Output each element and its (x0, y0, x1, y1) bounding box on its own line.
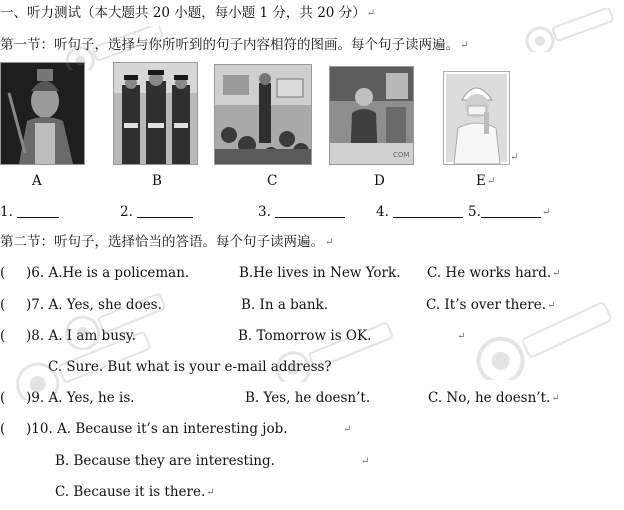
part2-instruction-text: 第二节：听句子，选择恰当的答语。每个句子读两遍。 (0, 234, 324, 250)
picture-d-bank-clerk (329, 66, 414, 165)
picture-a-opera-performer (0, 62, 85, 165)
part2-instruction (0, 233, 333, 252)
paragraph-mark: ↵ (457, 331, 466, 342)
question-9-number: )9. (26, 390, 45, 406)
picture-label-a: A (32, 173, 42, 189)
question-6-number: )6. (26, 265, 45, 281)
question-6-option-b: B.He lives in New York. (239, 265, 401, 281)
question-10-option-c (55, 483, 215, 502)
paragraph-mark: ↵ (343, 424, 352, 435)
question-7-option-c-text: C. It’s over there. (426, 297, 547, 313)
answer-slot-4-label: 4. (376, 204, 389, 220)
answer-slot-2-blank[interactable] (137, 205, 193, 218)
question-6-option-a-text: A.He is a policeman. (48, 265, 190, 281)
answer-slot-5-label: 5. (468, 204, 481, 220)
answer-slot-2-label: 2. (120, 204, 133, 220)
question-10-option-a-text: A. Because it’s an interesting job. (57, 421, 288, 437)
part1-instruction (0, 36, 468, 55)
answer-slot-1-blank[interactable] (17, 205, 59, 218)
paragraph-mark: ↵ (510, 152, 519, 163)
question-10-a-paragraph-mark (342, 420, 351, 439)
question-6-option-c-text: C. He works hard. (427, 265, 552, 281)
svg-text:COM: COM (393, 151, 410, 159)
picture-e-nurse (443, 71, 510, 165)
question-8-b-paragraph-mark (456, 327, 465, 346)
question-10-b-paragraph-mark (360, 452, 369, 471)
question-10-number: )10. (26, 421, 53, 437)
question-8-option-a-text: A. I am busy. (48, 328, 136, 344)
answer-slot-3-blank[interactable] (275, 205, 345, 218)
answer-slot-3[interactable] (258, 203, 345, 221)
section-title (0, 4, 375, 23)
answer-slot-4-blank[interactable] (393, 205, 463, 218)
picture-label-e (476, 172, 495, 191)
question-9-option-a-text: A. Yes, he is. (48, 390, 135, 406)
picture-label-c: C (267, 173, 278, 189)
question-10-option-c-text: C. Because it is there. (55, 484, 206, 500)
paragraph-mark: ↵ (541, 207, 551, 218)
paragraph-mark: ↵ (325, 237, 334, 248)
question-6-option-a (26, 264, 189, 282)
question-7-option-a-text: A. Yes, she does. (48, 297, 162, 313)
answer-slot-2[interactable] (120, 203, 193, 221)
question-9-option-c (428, 389, 560, 408)
paragraph-mark: ↵ (551, 393, 560, 404)
question-7-option-b: B. In a bank. (241, 297, 329, 313)
question-6-option-c (427, 264, 561, 283)
paragraph-mark: ↵ (366, 8, 376, 19)
watermark-seal-top-right (520, 8, 620, 52)
question-9-paren[interactable]: ( (0, 390, 6, 406)
question-8-option-c: C. Sure. But what is your e-mail address? (48, 359, 332, 375)
section-title-text: 一、听力测试（本大题共 20 小题，每小题 1 分，共 20 分） (0, 5, 366, 21)
picture-label-d: D (374, 173, 385, 189)
question-9-option-a (26, 389, 135, 407)
question-10-option-b: B. Because they are interesting. (55, 453, 275, 469)
question-7-number: )7. (26, 297, 45, 313)
question-8-option-a (26, 327, 136, 345)
question-8-number: )8. (26, 328, 45, 344)
paragraph-mark: ↵ (206, 487, 215, 498)
question-9-option-c-text: C. No, he doesn’t. (428, 390, 551, 406)
question-10-option-a (26, 420, 288, 438)
question-7-option-a (26, 296, 162, 314)
answer-slot-4[interactable] (376, 203, 463, 221)
question-10-paren[interactable]: ( (0, 421, 6, 437)
question-8-paren[interactable]: ( (0, 328, 6, 344)
picture-c-classroom (214, 64, 312, 165)
picture-b-police-officers (113, 62, 198, 165)
answer-slot-5-blank[interactable] (481, 205, 541, 218)
answer-slot-3-label: 3. (258, 204, 271, 220)
paragraph-mark: ↵ (552, 268, 561, 279)
question-9-option-b: B. Yes, he doesn’t. (245, 390, 371, 406)
part1-instruction-text: 第一节：听句子，选择与你所听到的句子内容相符的图画。每个句子读两遍。 (0, 37, 459, 53)
picture-label-b: B (152, 173, 162, 189)
answer-slot-1-label: 1. (0, 204, 13, 220)
answer-slot-5[interactable] (468, 203, 550, 222)
question-7-option-c (426, 296, 555, 315)
paragraph-mark: ↵ (460, 40, 469, 51)
paragraph-mark: ↵ (486, 176, 496, 187)
question-8-option-b: B. Tomorrow is OK. (238, 328, 372, 344)
paragraph-mark: ↵ (361, 456, 370, 467)
picture-label-e-text: E (476, 173, 486, 189)
paragraph-mark: ↵ (547, 300, 556, 311)
question-7-paren[interactable]: ( (0, 297, 6, 313)
answer-slot-1[interactable] (0, 203, 59, 221)
picture-e-paragraph-mark (509, 148, 518, 167)
question-6-paren[interactable]: ( (0, 265, 6, 281)
